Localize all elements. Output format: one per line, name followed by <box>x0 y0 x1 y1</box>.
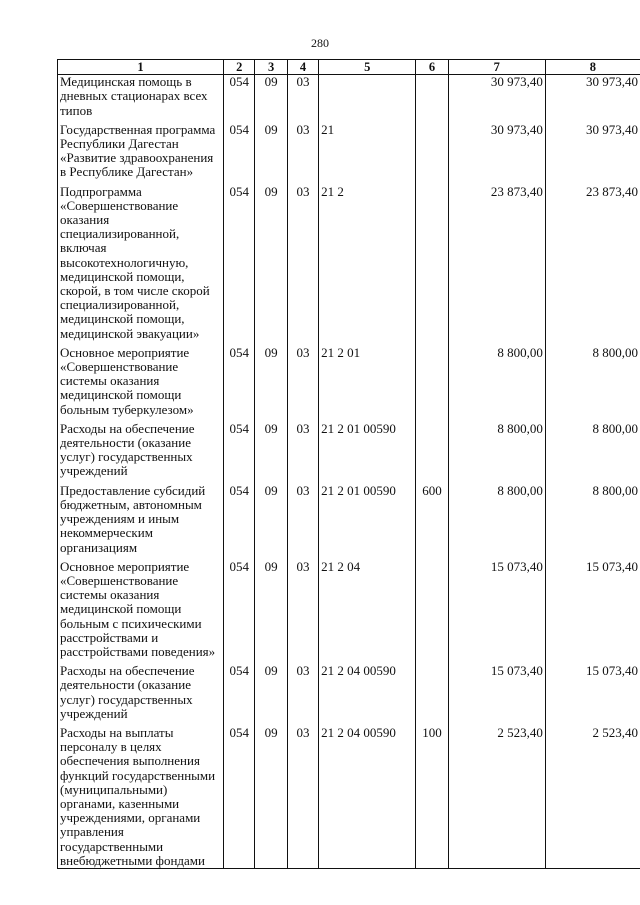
row-name: Расходы на обеспечение деятельности (оказание услуг) государственных учреждений <box>58 422 224 479</box>
row-section-code: 09 <box>255 560 287 659</box>
row-subsection-code: 03 <box>287 75 318 118</box>
row-target-code: 21 2 01 <box>319 346 416 417</box>
row-amount-2: 15 073,40 <box>545 664 640 721</box>
col-header-1: 1 <box>58 60 224 75</box>
row-name: Основное мероприятие «Совершенствование системы оказания медицинской помощи больным с психическими расстройствами и расстройствами поведения» <box>58 560 224 659</box>
table-row <box>58 346 640 417</box>
row-ministry-code: 054 <box>224 346 255 417</box>
row-section-code: 09 <box>255 123 287 180</box>
row-subsection-code: 03 <box>287 664 318 721</box>
table-row <box>58 185 640 341</box>
row-ministry-code: 054 <box>224 422 255 479</box>
row-ministry-code: 054 <box>224 484 255 555</box>
header-row <box>58 60 640 75</box>
row-name: Расходы на выплаты персоналу в целях обеспечения выполнения функций государственными (муниципальными) органами, казенными учреждениями, органами управления государственными внебюджетными фондами <box>58 726 224 869</box>
row-subsection-code: 03 <box>287 726 318 869</box>
col-header-2: 2 <box>224 60 255 75</box>
table-row <box>58 664 640 721</box>
col-header-8: 8 <box>545 60 640 75</box>
table-row <box>58 484 640 555</box>
row-amount-2: 8 800,00 <box>545 346 640 417</box>
row-expense-type: 100 <box>416 726 448 869</box>
row-name: Подпрограмма «Совершенствование оказания специализированной, включая высокотехнологичную, медицинской помощи, скорой, в том числе скорой специализированной, медицинской помощи, медицинской эвакуации» <box>58 185 224 341</box>
table-row <box>58 560 640 659</box>
row-amount-2: 23 873,40 <box>545 185 640 341</box>
row-amount-1: 2 523,40 <box>448 726 545 869</box>
row-ministry-code: 054 <box>224 123 255 180</box>
col-header-4: 4 <box>287 60 318 75</box>
row-amount-2: 2 523,40 <box>545 726 640 869</box>
row-target-code: 21 2 01 00590 <box>319 422 416 479</box>
row-amount-1: 30 973,40 <box>448 123 545 180</box>
col-header-6: 6 <box>416 60 448 75</box>
row-name: Государственная программа Республики Дагестан «Развитие здравоохранения в Республике Дагестан» <box>58 123 224 180</box>
row-amount-1: 23 873,40 <box>448 185 545 341</box>
row-amount-1: 8 800,00 <box>448 346 545 417</box>
row-name: Предоставление субсидий бюджетным, автономным учреждениям и иным некоммерческим организациям <box>58 484 224 555</box>
row-expense-type <box>416 123 448 180</box>
row-amount-2: 8 800,00 <box>545 484 640 555</box>
row-amount-2: 30 973,40 <box>545 123 640 180</box>
row-target-code: 21 2 04 00590 <box>319 664 416 721</box>
row-target-code: 21 <box>319 123 416 180</box>
row-name: Расходы на обеспечение деятельности (оказание услуг) государственных учреждений <box>58 664 224 721</box>
row-expense-type <box>416 346 448 417</box>
row-name: Основное мероприятие «Совершенствование системы оказания медицинской помощи больным туберкулезом» <box>58 346 224 417</box>
row-section-code: 09 <box>255 346 287 417</box>
row-expense-type <box>416 75 448 118</box>
row-subsection-code: 03 <box>287 422 318 479</box>
row-expense-type: 600 <box>416 484 448 555</box>
row-section-code: 09 <box>255 75 287 118</box>
row-subsection-code: 03 <box>287 123 318 180</box>
row-section-code: 09 <box>255 422 287 479</box>
row-ministry-code: 054 <box>224 726 255 869</box>
table-row <box>58 123 640 180</box>
col-header-3: 3 <box>255 60 287 75</box>
page-number: 280 <box>311 36 329 50</box>
row-section-code: 09 <box>255 726 287 869</box>
row-section-code: 09 <box>255 664 287 721</box>
row-subsection-code: 03 <box>287 185 318 341</box>
table-row <box>58 726 640 869</box>
row-expense-type <box>416 422 448 479</box>
row-name: Медицинская помощь в дневных стационарах всех типов <box>58 75 224 118</box>
row-ministry-code: 054 <box>224 75 255 118</box>
row-expense-type <box>416 560 448 659</box>
table-row <box>58 422 640 479</box>
row-amount-2: 15 073,40 <box>545 560 640 659</box>
row-amount-1: 15 073,40 <box>448 560 545 659</box>
row-amount-2: 8 800,00 <box>545 422 640 479</box>
row-ministry-code: 054 <box>224 185 255 341</box>
budget-table <box>57 59 640 869</box>
row-expense-type <box>416 185 448 341</box>
row-target-code: 21 2 <box>319 185 416 341</box>
row-section-code: 09 <box>255 185 287 341</box>
row-expense-type <box>416 664 448 721</box>
row-subsection-code: 03 <box>287 560 318 659</box>
col-header-7: 7 <box>448 60 545 75</box>
row-target-code <box>319 75 416 118</box>
row-subsection-code: 03 <box>287 484 318 555</box>
table-row <box>58 75 640 118</box>
row-amount-2: 30 973,40 <box>545 75 640 118</box>
row-subsection-code: 03 <box>287 346 318 417</box>
row-section-code: 09 <box>255 484 287 555</box>
row-ministry-code: 054 <box>224 560 255 659</box>
col-header-5: 5 <box>319 60 416 75</box>
row-amount-1: 15 073,40 <box>448 664 545 721</box>
row-target-code: 21 2 04 00590 <box>319 726 416 869</box>
row-target-code: 21 2 04 <box>319 560 416 659</box>
row-amount-1: 30 973,40 <box>448 75 545 118</box>
row-amount-1: 8 800,00 <box>448 422 545 479</box>
row-amount-1: 8 800,00 <box>448 484 545 555</box>
row-ministry-code: 054 <box>224 664 255 721</box>
row-target-code: 21 2 01 00590 <box>319 484 416 555</box>
